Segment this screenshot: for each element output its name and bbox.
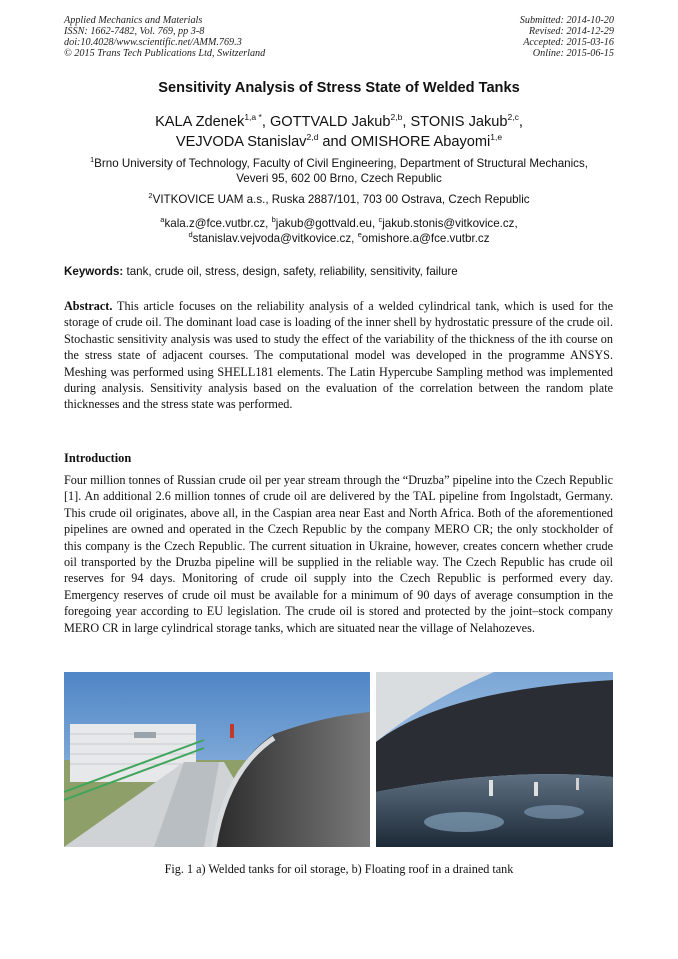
- keywords: [64, 265, 616, 278]
- affiliation-1: [0, 156, 678, 186]
- author-name: GOTTVALD Jakub: [269, 114, 391, 130]
- abstract-label: Abstract.: [64, 299, 113, 313]
- author-name: VEJVODA Stanislav: [175, 134, 307, 150]
- affiliation-2: [0, 192, 678, 207]
- affiliation-mark: 2: [148, 191, 153, 200]
- email-link[interactable]: jakub@gottvald.eu,: [275, 217, 379, 230]
- figure-caption: Fig. 1 a) Welded tanks for oil storage, b) Floating roof in a drained tank: [164, 862, 514, 876]
- author-name: KALA Zdenek: [155, 114, 245, 130]
- email-link[interactable]: jakub.stonis@vitkovice.cz,: [382, 217, 518, 230]
- paper-title: Sensitivity Analysis of Stress State of Welded Tanks: [158, 80, 520, 96]
- email-link[interactable]: stanislav.vejvoda@vitkovice.cz,: [192, 232, 358, 245]
- author-emails: [0, 216, 678, 246]
- keywords-text: tank, crude oil, stress, design, safety, reliability, sensitivity, failure: [123, 265, 458, 278]
- publication-dates: [520, 15, 614, 59]
- journal-copyright: © 2015 Trans Tech Publications Ltd, Switzerland: [64, 48, 266, 59]
- email-mark: a: [160, 215, 165, 224]
- journal-info: [64, 15, 265, 59]
- keywords-label: Keywords:: [64, 265, 124, 278]
- figure-1: [64, 672, 613, 847]
- author-separator: ,: [518, 114, 523, 130]
- author-separator: ,: [261, 114, 270, 130]
- journal-name: Applied Mechanics and Materials: [64, 15, 203, 26]
- author-affiliation-mark: 1,a *: [244, 112, 262, 122]
- photo-welded-tanks: [64, 672, 370, 847]
- abstract-text: This article focuses on the reliability analysis of a welded cylindrical tank, which is used for the storage of crude oil. The dominant load case is loading of the inner shell by hydrostatic pressure of the crude oil. Stochastic sensitivity analysis was used to study the effect of the variability of the thickness of the ith course on the stress state of adjacent courses. The computational model was developed in the programme ANSYS. Meshing was performed using SHELL181 elements. The Latin Hypercube Sampling method was implemented during analysis. Sensitivity analysis based on the evaluation of the correlation between the random plate thicknesses and the stress state was performed.: [64, 299, 613, 412]
- photo-floating-roof: [376, 672, 613, 847]
- email-link[interactable]: kala.z@fce.vutbr.cz,: [164, 217, 272, 230]
- section-heading-introduction: Introduction: [64, 451, 132, 465]
- date-submitted: Submitted: 2014-10-20: [519, 15, 614, 26]
- journal-issn: ISSN: 1662-7482, Vol. 769, pp 3-8: [64, 26, 205, 37]
- affiliation-text: VITKOVICE UAM a.s., Ruska 2887/101, 703 00 Ostrava, Czech Republic: [152, 193, 530, 206]
- affiliation-address: Veveri 95, 602 00 Brno, Czech Republic: [236, 172, 442, 185]
- date-revised: Revised: 2014-12-29: [528, 26, 614, 37]
- author-name: STONIS Jakub: [410, 114, 508, 130]
- figure-1-images: [64, 672, 613, 847]
- author-affiliation-mark: 1,e: [490, 132, 503, 142]
- email-mark: d: [188, 230, 193, 239]
- email-mark: b: [271, 215, 276, 224]
- affiliation-text: Brno University of Technology, Faculty of Civil Engineering, Department of Structural Mechanics,: [94, 157, 588, 170]
- abstract: [64, 298, 613, 413]
- author-affiliation-mark: 2,c: [507, 112, 519, 122]
- author-list: [0, 112, 678, 152]
- author-name: OMISHORE Abayomi: [350, 134, 491, 150]
- date-accepted: Accepted: 2015-03-16: [523, 37, 614, 48]
- email-mark: e: [357, 230, 362, 239]
- date-online: Online: 2015-06-15: [532, 48, 614, 59]
- introduction-paragraph: Four million tonnes of Russian crude oil per year stream through the “Druzba” pipeline into the Czech Republic [1]. An additional 2.6 million tonnes of crude oil are delivered by the TAL pipeline from Ingolstadt, Germany. This crude oil originates, above all, in the Caspian area near East and North Africa. Both of the aforementioned pipelines are owned and operated in the Czech Republic by the company MERO CR; the only stockholder of this company is the Czech Republic. The current situation in Ukraine, however, creates concern whether crude oil transported by the Druzba pipeline will be supplied in the reliable way. The Czech Republic has crude oil reserves for 94 days. Monitoring of crude oil supply into the Czech Republic is performed every day. Emergency reserves of crude oil must be available for a minimum of 90 days of average consumption in the foregoing year according to EU legislation. The crude oil is stored and protected by the joint–stock company MERO CR in large cylindrical storage tanks, which are situated near the village of Nelahozeves.: [64, 473, 613, 635]
- author-separator: ,: [402, 114, 411, 130]
- journal-doi: doi:10.4028/www.scientific.net/AMM.769.3: [64, 37, 242, 48]
- email-mark: c: [378, 215, 383, 224]
- affiliation-mark: 1: [90, 155, 95, 164]
- author-affiliation-mark: 2,d: [306, 132, 319, 142]
- email-link[interactable]: omishore.a@fce.vutbr.cz: [361, 232, 490, 245]
- author-conjunction: and: [318, 134, 351, 150]
- author-affiliation-mark: 2,b: [390, 112, 403, 122]
